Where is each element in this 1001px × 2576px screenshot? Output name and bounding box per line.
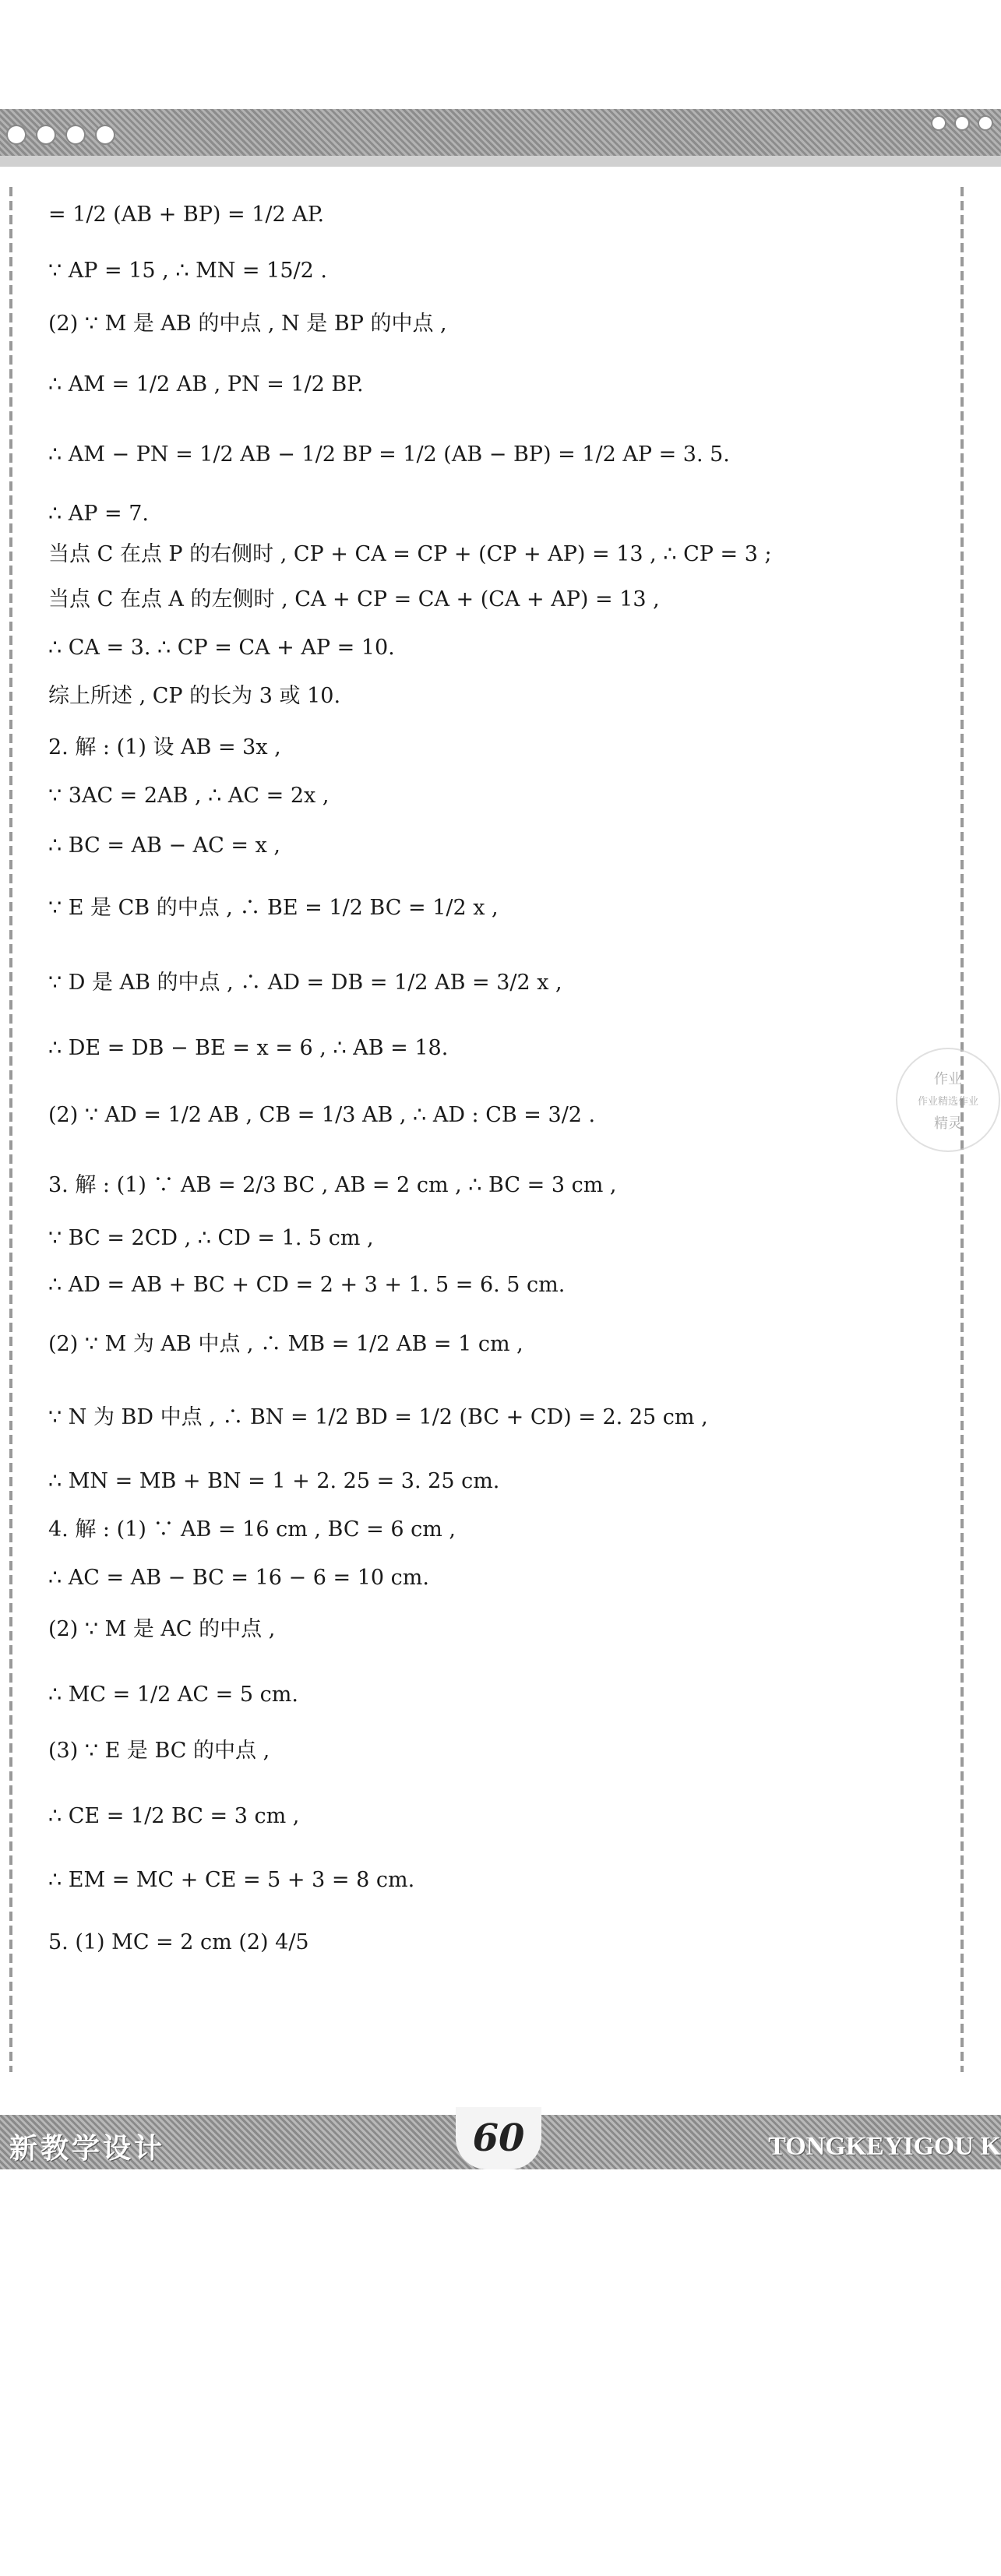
solution-line: ∴ AD = AB + BC + CD = 2 + 3 + 1. 5 = 6. 5 cm. <box>48 1273 566 1297</box>
page-number-tab <box>456 2107 541 2169</box>
answer-content <box>48 187 921 1955</box>
solution-line: 3. 解 : (1) ∵ AB = 2/3 BC , AB = 2 cm , ∴ BC = 3 cm , <box>48 1173 617 1197</box>
stamp-text: 作业精选作业 <box>917 1095 978 1108</box>
solution-line: 综上所述 , CP 的长为 3 或 10. <box>48 684 341 708</box>
footer-right-text: TONGKEYIGOU K <box>768 2132 1001 2161</box>
solution-line: ∴ MC = 1/2 AC = 5 cm. <box>48 1683 298 1707</box>
solution-line: ∴ AM = 1/2 AB , PN = 1/2 BP. <box>48 372 364 396</box>
solution-line: 4. 解 : (1) ∵ AB = 16 cm , BC = 6 cm , <box>48 1517 456 1542</box>
dot-icon <box>979 117 992 129</box>
solution-line: ∴ DE = DB − BE = x = 6 , ∴ AB = 18. <box>48 1036 449 1060</box>
left-border-line <box>9 187 12 2072</box>
solution-line: ∴ CE = 1/2 BC = 3 cm , <box>48 1804 300 1828</box>
solution-line: 当点 C 在点 P 的右侧时 , CP + CA = CP + (CP + AP) = 13 , ∴ CP = 3 ; <box>48 542 772 566</box>
footer-title: 新教学设计 <box>9 2133 166 2165</box>
solution-line: ∵ D 是 AB 的中点 , ∴ AD = DB = 1/2 AB = 3/2 x , <box>48 971 562 995</box>
solution-line: (2) ∵ AD = 1/2 AB , CB = 1/3 AB , ∴ AD : CB = 3/2 . <box>48 1103 596 1127</box>
solution-line: 当点 C 在点 A 的左侧时 , CA + CP = CA + (CA + AP) = 13 , <box>48 587 660 611</box>
solution-line: 2. 解 : (1) 设 AB = 3x , <box>48 735 281 759</box>
dot-icon <box>67 126 84 143</box>
solution-line: = 1/2 (AB + BP) = 1/2 AP. <box>48 203 325 227</box>
solution-line: ∴ AC = AB − BC = 16 − 6 = 10 cm. <box>48 1566 429 1590</box>
solution-line: ∵ N 为 BD 中点 , ∴ BN = 1/2 BD = 1/2 (BC + CD) = 2. 25 cm , <box>48 1405 708 1429</box>
dot-icon <box>932 117 945 129</box>
solution-line: ∴ CA = 3. ∴ CP = CA + AP = 10. <box>48 636 395 660</box>
solution-line: ∴ AP = 7. <box>48 502 149 526</box>
solution-line: ∴ MN = MB + BN = 1 + 2. 25 = 3. 25 cm. <box>48 1469 500 1493</box>
solution-line: ∴ BC = AB − AC = x , <box>48 833 281 858</box>
header-dots-right <box>932 117 992 129</box>
header-dots-left <box>8 126 114 143</box>
solution-line: ∵ AP = 15 , ∴ MN = 15/2 . <box>48 259 327 283</box>
dot-icon <box>97 126 114 143</box>
dot-icon <box>8 126 25 143</box>
stamp-text: 精灵 <box>934 1115 962 1132</box>
solution-line: ∵ 3AC = 2AB , ∴ AC = 2x , <box>48 784 330 808</box>
solution-line: ∵ BC = 2CD , ∴ CD = 1. 5 cm , <box>48 1226 374 1250</box>
solution-line: ∴ EM = MC + CE = 5 + 3 = 8 cm. <box>48 1868 415 1892</box>
solution-line: 5. (1) MC = 2 cm (2) 4/5 <box>48 1930 309 1954</box>
solution-line: (2) ∵ M 是 AC 的中点 , <box>48 1617 276 1641</box>
solution-line: ∵ E 是 CB 的中点 , ∴ BE = 1/2 BC = 1/2 x , <box>48 896 499 920</box>
dot-icon <box>37 126 55 143</box>
solution-line: (2) ∵ M 为 AB 中点 , ∴ MB = 1/2 AB = 1 cm , <box>48 1332 523 1356</box>
solution-line: ∴ AM − PN = 1/2 AB − 1/2 BP = 1/2 (AB − BP) = 1/2 AP = 3. 5. <box>48 442 730 467</box>
header-band-shadow <box>0 156 1001 167</box>
solution-line: (3) ∵ E 是 BC 的中点 , <box>48 1739 270 1763</box>
stamp-text: 作业 <box>934 1070 962 1087</box>
solution-line: (2) ∵ M 是 AB 的中点 , N 是 BP 的中点 , <box>48 312 447 336</box>
dot-icon <box>956 117 968 129</box>
page-number: 60 <box>472 2116 525 2160</box>
